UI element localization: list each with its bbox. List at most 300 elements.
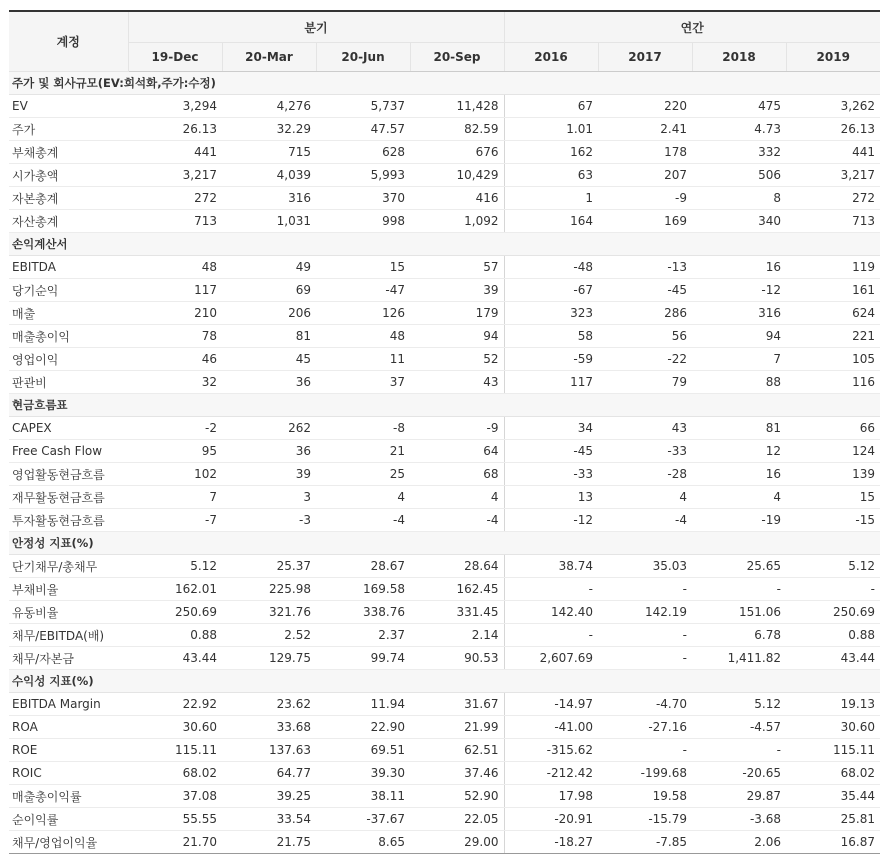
table-cell: 2.14 bbox=[410, 624, 504, 647]
table-cell: 63 bbox=[504, 164, 598, 187]
table-cell: 43.44 bbox=[128, 647, 222, 670]
table-cell: 43 bbox=[598, 417, 692, 440]
financial-summary-table bbox=[9, 10, 880, 854]
table-cell: 126 bbox=[316, 302, 410, 325]
table-cell: 124 bbox=[786, 440, 880, 463]
table-cell: 115.11 bbox=[128, 739, 222, 762]
table-cell: 29.00 bbox=[410, 831, 504, 854]
table-row bbox=[9, 118, 880, 141]
table-cell: 321.76 bbox=[222, 601, 316, 624]
table-row bbox=[9, 762, 880, 785]
table-row bbox=[9, 440, 880, 463]
table-cell: 998 bbox=[316, 210, 410, 233]
row-label: 유동비율 bbox=[9, 601, 128, 624]
table-cell: -41.00 bbox=[504, 716, 598, 739]
row-label: 영업활동현금흐름 bbox=[9, 463, 128, 486]
table-cell: 316 bbox=[222, 187, 316, 210]
table-cell: 115.11 bbox=[786, 739, 880, 762]
table-cell: 94 bbox=[692, 325, 786, 348]
table-cell: 35.44 bbox=[786, 785, 880, 808]
row-label: 자산총계 bbox=[9, 210, 128, 233]
table-row bbox=[9, 555, 880, 578]
table-cell: - bbox=[504, 624, 598, 647]
row-label: 부채비율 bbox=[9, 578, 128, 601]
row-label: EBITDA bbox=[9, 256, 128, 279]
table-cell: 340 bbox=[692, 210, 786, 233]
row-label: CAPEX bbox=[9, 417, 128, 440]
section-header-row bbox=[9, 233, 880, 256]
table-row bbox=[9, 325, 880, 348]
table-cell: 47.57 bbox=[316, 118, 410, 141]
table-cell: -33 bbox=[504, 463, 598, 486]
table-cell: 117 bbox=[128, 279, 222, 302]
table-cell: 3,294 bbox=[128, 95, 222, 118]
table-cell: 35.03 bbox=[598, 555, 692, 578]
table-cell: 39.25 bbox=[222, 785, 316, 808]
table-cell: - bbox=[598, 624, 692, 647]
table-cell: 164 bbox=[504, 210, 598, 233]
table-cell: 3 bbox=[222, 486, 316, 509]
table-cell: 119 bbox=[786, 256, 880, 279]
table-cell: 116 bbox=[786, 371, 880, 394]
table-cell: 713 bbox=[786, 210, 880, 233]
table-row bbox=[9, 693, 880, 716]
table-cell: 25.81 bbox=[786, 808, 880, 831]
column-header: 2017 bbox=[598, 43, 692, 72]
table-cell: 52 bbox=[410, 348, 504, 371]
table-cell: 49 bbox=[222, 256, 316, 279]
table-row bbox=[9, 95, 880, 118]
table-cell: -28 bbox=[598, 463, 692, 486]
table-cell: 39 bbox=[410, 279, 504, 302]
table-cell: 1,411.82 bbox=[692, 647, 786, 670]
table-cell: 15 bbox=[786, 486, 880, 509]
table-cell: 3,217 bbox=[128, 164, 222, 187]
table-cell: 151.06 bbox=[692, 601, 786, 624]
table-cell: -12 bbox=[692, 279, 786, 302]
table-cell: 38.11 bbox=[316, 785, 410, 808]
table-cell: 2.52 bbox=[222, 624, 316, 647]
table-cell: 95 bbox=[128, 440, 222, 463]
table-cell: 57 bbox=[410, 256, 504, 279]
table-cell: 142.19 bbox=[598, 601, 692, 624]
table-cell: -12 bbox=[504, 509, 598, 532]
table-cell: -22 bbox=[598, 348, 692, 371]
table-cell: 179 bbox=[410, 302, 504, 325]
table-cell: -4.57 bbox=[692, 716, 786, 739]
table-cell: 715 bbox=[222, 141, 316, 164]
table-cell: 250.69 bbox=[786, 601, 880, 624]
table-cell: 5.12 bbox=[128, 555, 222, 578]
table-cell: 32 bbox=[128, 371, 222, 394]
table-cell: 210 bbox=[128, 302, 222, 325]
table-cell: 30.60 bbox=[128, 716, 222, 739]
table-cell: 332 bbox=[692, 141, 786, 164]
table-cell: -13 bbox=[598, 256, 692, 279]
table-cell: 16 bbox=[692, 256, 786, 279]
table-cell: 64 bbox=[410, 440, 504, 463]
table-cell: 162.01 bbox=[128, 578, 222, 601]
table-cell: 69.51 bbox=[316, 739, 410, 762]
table-cell: 8 bbox=[692, 187, 786, 210]
table-cell: 4 bbox=[410, 486, 504, 509]
table-cell: 162 bbox=[504, 141, 598, 164]
table-cell: 0.88 bbox=[128, 624, 222, 647]
table-cell: 43 bbox=[410, 371, 504, 394]
table-row bbox=[9, 141, 880, 164]
table-cell: 169.58 bbox=[316, 578, 410, 601]
table-cell: -45 bbox=[504, 440, 598, 463]
table-cell: 338.76 bbox=[316, 601, 410, 624]
row-label: 채무/EBITDA(배) bbox=[9, 624, 128, 647]
table-cell: -47 bbox=[316, 279, 410, 302]
table-cell: 286 bbox=[598, 302, 692, 325]
table-cell: 11.94 bbox=[316, 693, 410, 716]
table-cell: 39.30 bbox=[316, 762, 410, 785]
table-cell: 31.67 bbox=[410, 693, 504, 716]
table-cell: -19 bbox=[692, 509, 786, 532]
table-cell: 102 bbox=[128, 463, 222, 486]
table-cell: 628 bbox=[316, 141, 410, 164]
table-cell: 17.98 bbox=[504, 785, 598, 808]
table-cell: 32.29 bbox=[222, 118, 316, 141]
row-label: 매출 bbox=[9, 302, 128, 325]
row-label: 매출총이익률 bbox=[9, 785, 128, 808]
table-cell: 64.77 bbox=[222, 762, 316, 785]
table-cell: -315.62 bbox=[504, 739, 598, 762]
table-cell: 23.62 bbox=[222, 693, 316, 716]
table-row bbox=[9, 716, 880, 739]
table-header bbox=[9, 11, 880, 72]
row-label: 순이익률 bbox=[9, 808, 128, 831]
table-cell: 1 bbox=[504, 187, 598, 210]
row-label: 시가총액 bbox=[9, 164, 128, 187]
table-cell: 5,737 bbox=[316, 95, 410, 118]
table-row bbox=[9, 486, 880, 509]
row-label: 자본총계 bbox=[9, 187, 128, 210]
table-cell: 48 bbox=[128, 256, 222, 279]
table-cell: -8 bbox=[316, 417, 410, 440]
table-cell: 1,031 bbox=[222, 210, 316, 233]
table-cell: 4 bbox=[598, 486, 692, 509]
section-header-row bbox=[9, 394, 880, 417]
table-cell: 25.65 bbox=[692, 555, 786, 578]
table-cell: 7 bbox=[128, 486, 222, 509]
table-cell: -59 bbox=[504, 348, 598, 371]
table-row bbox=[9, 578, 880, 601]
table-cell: 220 bbox=[598, 95, 692, 118]
table-cell: 1,092 bbox=[410, 210, 504, 233]
table-cell: 15 bbox=[316, 256, 410, 279]
table-cell: -27.16 bbox=[598, 716, 692, 739]
table-cell: 48 bbox=[316, 325, 410, 348]
section-title: 수익성 지표(%) bbox=[9, 670, 880, 693]
table-cell: -4 bbox=[316, 509, 410, 532]
table-cell: - bbox=[504, 578, 598, 601]
table-row bbox=[9, 647, 880, 670]
row-label: ROIC bbox=[9, 762, 128, 785]
table-cell: 21 bbox=[316, 440, 410, 463]
table-cell: 3,217 bbox=[786, 164, 880, 187]
row-label: 부채총계 bbox=[9, 141, 128, 164]
table-row bbox=[9, 785, 880, 808]
table-cell: 161 bbox=[786, 279, 880, 302]
table-cell: 370 bbox=[316, 187, 410, 210]
section-title: 손익계산서 bbox=[9, 233, 880, 256]
table-cell: - bbox=[692, 739, 786, 762]
table-row bbox=[9, 164, 880, 187]
table-cell: 88 bbox=[692, 371, 786, 394]
table-cell: 16 bbox=[692, 463, 786, 486]
table-cell: 68.02 bbox=[786, 762, 880, 785]
table-cell: 162.45 bbox=[410, 578, 504, 601]
table-cell: 36 bbox=[222, 371, 316, 394]
table-cell: 45 bbox=[222, 348, 316, 371]
table-cell: 441 bbox=[128, 141, 222, 164]
table-cell: -67 bbox=[504, 279, 598, 302]
table-cell: 117 bbox=[504, 371, 598, 394]
table-cell: 29.87 bbox=[692, 785, 786, 808]
table-cell: 2.37 bbox=[316, 624, 410, 647]
table-cell: 10,429 bbox=[410, 164, 504, 187]
table-cell: 13 bbox=[504, 486, 598, 509]
table-cell: 38.74 bbox=[504, 555, 598, 578]
table-cell: 12 bbox=[692, 440, 786, 463]
table-cell: - bbox=[598, 647, 692, 670]
table-cell: 8.65 bbox=[316, 831, 410, 854]
table-cell: 25.37 bbox=[222, 555, 316, 578]
table-cell: 22.05 bbox=[410, 808, 504, 831]
table-cell: 39 bbox=[222, 463, 316, 486]
table-cell: 4,039 bbox=[222, 164, 316, 187]
table-cell: 33.54 bbox=[222, 808, 316, 831]
table-row bbox=[9, 463, 880, 486]
section-title: 안정성 지표(%) bbox=[9, 532, 880, 555]
row-label: 단기채무/총채무 bbox=[9, 555, 128, 578]
table-row bbox=[9, 509, 880, 532]
table-cell: - bbox=[786, 578, 880, 601]
table-cell: 225.98 bbox=[222, 578, 316, 601]
column-header: 20-Jun bbox=[316, 43, 410, 72]
table-cell: 62.51 bbox=[410, 739, 504, 762]
table-cell: -2 bbox=[128, 417, 222, 440]
table-cell: -7.85 bbox=[598, 831, 692, 854]
table-row bbox=[9, 348, 880, 371]
table-cell: 99.74 bbox=[316, 647, 410, 670]
table-cell: 137.63 bbox=[222, 739, 316, 762]
table-cell: -14.97 bbox=[504, 693, 598, 716]
row-label: EBITDA Margin bbox=[9, 693, 128, 716]
section-title: 현금흐름표 bbox=[9, 394, 880, 417]
table-cell: -199.68 bbox=[598, 762, 692, 785]
table-cell: 272 bbox=[128, 187, 222, 210]
table-cell: 676 bbox=[410, 141, 504, 164]
table-cell: 11 bbox=[316, 348, 410, 371]
table-cell: 26.13 bbox=[128, 118, 222, 141]
column-header: 2019 bbox=[786, 43, 880, 72]
table-cell: 28.64 bbox=[410, 555, 504, 578]
table-cell: 94 bbox=[410, 325, 504, 348]
table-row bbox=[9, 256, 880, 279]
row-label: 매출총이익 bbox=[9, 325, 128, 348]
row-label: EV bbox=[9, 95, 128, 118]
section-title: 주가 및 회사규모(EV:희석화,주가:수정) bbox=[9, 72, 880, 95]
table-cell: 475 bbox=[692, 95, 786, 118]
table-cell: 81 bbox=[692, 417, 786, 440]
table-cell: 4.73 bbox=[692, 118, 786, 141]
table-row bbox=[9, 371, 880, 394]
table-cell: 1.01 bbox=[504, 118, 598, 141]
row-label: ROA bbox=[9, 716, 128, 739]
table-cell: 221 bbox=[786, 325, 880, 348]
table-cell: 34 bbox=[504, 417, 598, 440]
table-body bbox=[9, 72, 880, 854]
table-cell: 11,428 bbox=[410, 95, 504, 118]
row-label: 당기순익 bbox=[9, 279, 128, 302]
row-label: 채무/자본금 bbox=[9, 647, 128, 670]
table-cell: 506 bbox=[692, 164, 786, 187]
table-cell: 323 bbox=[504, 302, 598, 325]
table-cell: 624 bbox=[786, 302, 880, 325]
table-row bbox=[9, 624, 880, 647]
table-cell: -212.42 bbox=[504, 762, 598, 785]
table-cell: -48 bbox=[504, 256, 598, 279]
table-cell: 105 bbox=[786, 348, 880, 371]
table-cell: 37.46 bbox=[410, 762, 504, 785]
table-cell: 37.08 bbox=[128, 785, 222, 808]
table-cell: 79 bbox=[598, 371, 692, 394]
column-header: 20-Mar bbox=[222, 43, 316, 72]
table-cell: 67 bbox=[504, 95, 598, 118]
table-cell: 16.87 bbox=[786, 831, 880, 854]
table-cell: 37 bbox=[316, 371, 410, 394]
table-cell: 5.12 bbox=[786, 555, 880, 578]
table-cell: 0.88 bbox=[786, 624, 880, 647]
table-cell: -18.27 bbox=[504, 831, 598, 854]
table-cell: 22.90 bbox=[316, 716, 410, 739]
table-cell: 4,276 bbox=[222, 95, 316, 118]
row-label: ROE bbox=[9, 739, 128, 762]
account-column-header: 계정 bbox=[9, 11, 128, 72]
table-cell: 207 bbox=[598, 164, 692, 187]
table-cell: 2.41 bbox=[598, 118, 692, 141]
table-cell: 26.13 bbox=[786, 118, 880, 141]
table-cell: 7 bbox=[692, 348, 786, 371]
annual-group-header: 연간 bbox=[504, 11, 880, 43]
section-header-row bbox=[9, 72, 880, 95]
table-cell: - bbox=[598, 578, 692, 601]
row-label: 영업이익 bbox=[9, 348, 128, 371]
table-cell: 129.75 bbox=[222, 647, 316, 670]
table-row bbox=[9, 302, 880, 325]
table-cell: 21.99 bbox=[410, 716, 504, 739]
table-cell: 6.78 bbox=[692, 624, 786, 647]
table-cell: - bbox=[598, 739, 692, 762]
table-cell: 22.92 bbox=[128, 693, 222, 716]
table-cell: -9 bbox=[598, 187, 692, 210]
table-cell: 90.53 bbox=[410, 647, 504, 670]
table-cell: 78 bbox=[128, 325, 222, 348]
table-cell: -3 bbox=[222, 509, 316, 532]
table-cell: 19.58 bbox=[598, 785, 692, 808]
row-label: 판관비 bbox=[9, 371, 128, 394]
table-cell: 713 bbox=[128, 210, 222, 233]
table-cell: 68.02 bbox=[128, 762, 222, 785]
column-header: 2018 bbox=[692, 43, 786, 72]
table-cell: 21.70 bbox=[128, 831, 222, 854]
table-cell: 28.67 bbox=[316, 555, 410, 578]
table-cell: 5.12 bbox=[692, 693, 786, 716]
table-cell: -20.91 bbox=[504, 808, 598, 831]
table-cell: -45 bbox=[598, 279, 692, 302]
table-cell: -15.79 bbox=[598, 808, 692, 831]
table-cell: 21.75 bbox=[222, 831, 316, 854]
table-cell: 19.13 bbox=[786, 693, 880, 716]
table-cell: 69 bbox=[222, 279, 316, 302]
column-header: 2016 bbox=[504, 43, 598, 72]
table-cell: -33 bbox=[598, 440, 692, 463]
table-cell: -15 bbox=[786, 509, 880, 532]
table-cell: 4 bbox=[316, 486, 410, 509]
table-cell: -3.68 bbox=[692, 808, 786, 831]
table-cell: 25 bbox=[316, 463, 410, 486]
row-label: 채무/영업이익율 bbox=[9, 831, 128, 854]
table-cell: 46 bbox=[128, 348, 222, 371]
financial-table-container bbox=[9, 10, 880, 854]
table-cell: 56 bbox=[598, 325, 692, 348]
table-cell: 68 bbox=[410, 463, 504, 486]
table-cell: 178 bbox=[598, 141, 692, 164]
table-row bbox=[9, 417, 880, 440]
row-label: 주가 bbox=[9, 118, 128, 141]
row-label: Free Cash Flow bbox=[9, 440, 128, 463]
table-cell: 3,262 bbox=[786, 95, 880, 118]
table-cell: 81 bbox=[222, 325, 316, 348]
table-cell: 272 bbox=[786, 187, 880, 210]
table-cell: -4.70 bbox=[598, 693, 692, 716]
table-cell: -9 bbox=[410, 417, 504, 440]
column-header: 20-Sep bbox=[410, 43, 504, 72]
table-cell: 139 bbox=[786, 463, 880, 486]
table-cell: -4 bbox=[598, 509, 692, 532]
table-cell: 4 bbox=[692, 486, 786, 509]
table-cell: 331.45 bbox=[410, 601, 504, 624]
table-cell: 169 bbox=[598, 210, 692, 233]
table-cell: 66 bbox=[786, 417, 880, 440]
table-cell: 5,993 bbox=[316, 164, 410, 187]
table-cell: -20.65 bbox=[692, 762, 786, 785]
row-label: 투자활동현금흐름 bbox=[9, 509, 128, 532]
table-row bbox=[9, 808, 880, 831]
table-cell: 206 bbox=[222, 302, 316, 325]
table-row bbox=[9, 739, 880, 762]
table-row bbox=[9, 279, 880, 302]
quarterly-group-header: 분기 bbox=[128, 11, 504, 43]
table-row bbox=[9, 187, 880, 210]
section-header-row bbox=[9, 532, 880, 555]
table-cell: 142.40 bbox=[504, 601, 598, 624]
table-cell: 55.55 bbox=[128, 808, 222, 831]
table-cell: 30.60 bbox=[786, 716, 880, 739]
table-row bbox=[9, 601, 880, 624]
table-cell: 82.59 bbox=[410, 118, 504, 141]
table-cell: 316 bbox=[692, 302, 786, 325]
table-cell: -4 bbox=[410, 509, 504, 532]
table-row bbox=[9, 210, 880, 233]
table-cell: 2,607.69 bbox=[504, 647, 598, 670]
table-cell: 262 bbox=[222, 417, 316, 440]
table-cell: 250.69 bbox=[128, 601, 222, 624]
